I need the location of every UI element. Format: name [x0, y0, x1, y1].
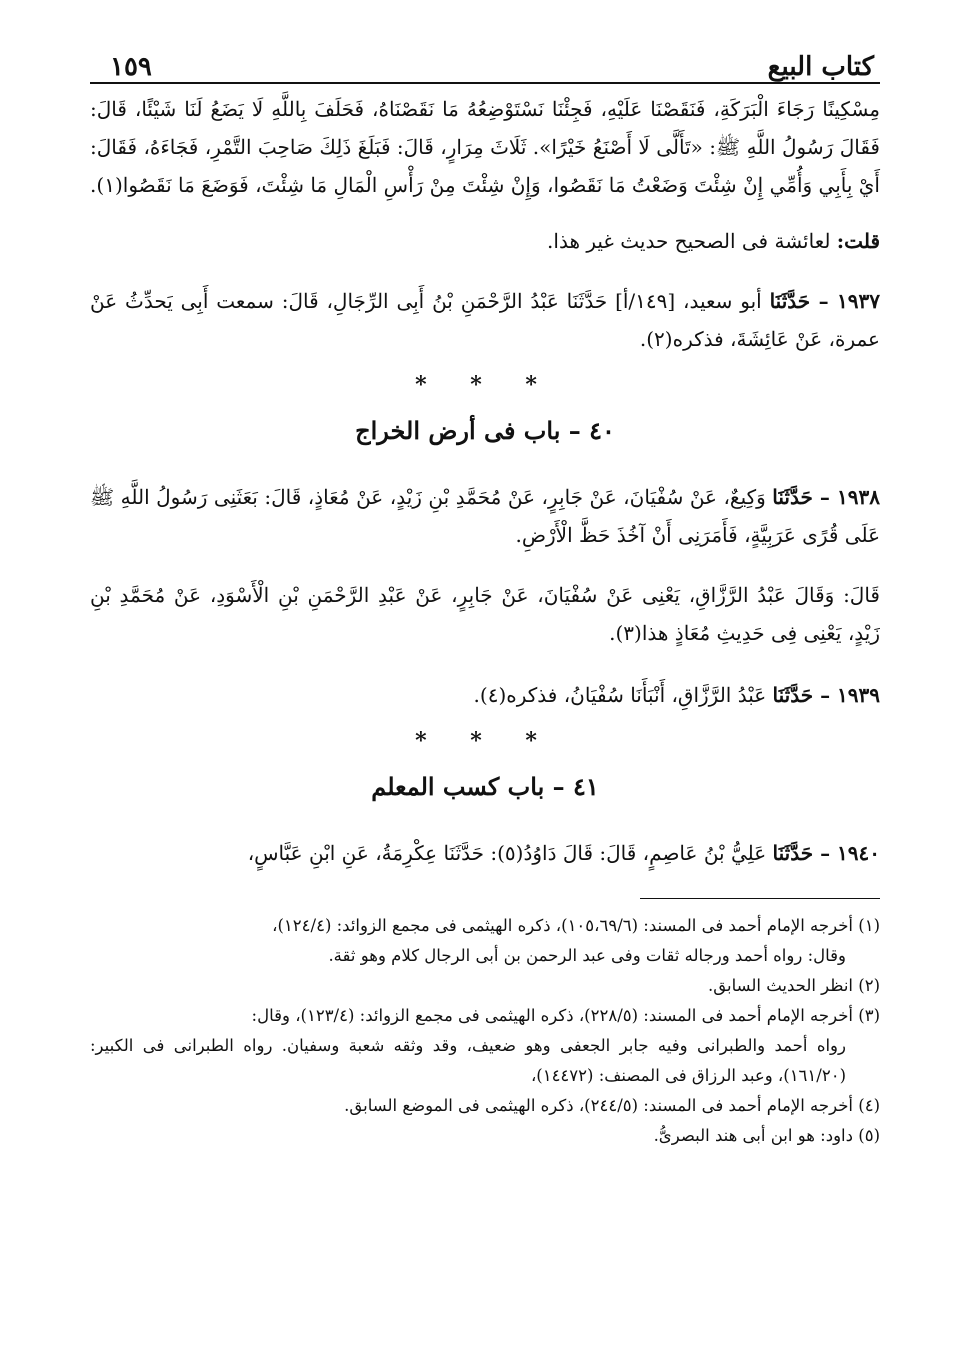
footnote-1 — [90, 911, 880, 971]
hadith-number: ١٩٤٠ – حَدَّثَنَا — [772, 841, 880, 865]
chapter-heading-40: ٤٠ – باب فى أرض الخراج — [355, 416, 615, 445]
footnote-text: أخرجه الإمام أحمد فى المسند: (١٠٥،٦٩/٦)، ذكره الهيثمى فى مجمع الزوائد: (١٢٤/٤)، — [272, 916, 853, 935]
section-separator: * * * — [415, 372, 555, 398]
footnote-text: انظر الحديث السابق. — [708, 976, 853, 995]
hadith-number: ١٩٣٩ – حَدَّثَنَا — [772, 683, 880, 707]
hadith-text: أبو سعيد، [١٤٩/أ] حَدَّثَنَا عَبْدُ الرَّحْمَنِ بْنُ أَبِى الرِّجَالِ، قَالَ: سمعت أَبِى يَحدِّثُ عَنْ عمرة، عَنْ عَائِشَةَ، فذكره(٢). — [90, 289, 880, 351]
hadith-1939 — [90, 676, 880, 714]
paragraph-isnad: قَالَ: وَقَالَ عَبْدُ الرَّزَّاقِ، يَعْنِى عَنْ سُفْيَانَ، عَنْ جَابِرٍ، عَنْ عَبْدِ الرَّحْمَنِ بْنِ الْأَسْوَدِ، عَنْ مُحَمَّدِ بْنِ زَيْدٍ، يَعْنِى فِى حَدِيثِ مُعَاذٍ هذا(٣). — [90, 583, 880, 645]
note-text: لعائشة فى الصحيح حديث غير هذا. — [547, 229, 837, 253]
footnote-divider — [640, 898, 880, 899]
footnote-3 — [90, 1001, 880, 1091]
hadith-1940 — [90, 834, 880, 872]
page-header — [90, 28, 880, 84]
footnote-text: أخرجه الإمام أحمد فى المسند: (٢٢٨/٥)، ذكره الهيثمى فى مجمع الزوائد: (١٢٣/٤)، وقال: — [251, 1006, 853, 1025]
book-page — [90, 28, 880, 1151]
paragraph-note — [90, 222, 880, 260]
footnote-5 — [90, 1121, 880, 1151]
footnote-number: (١) — [858, 916, 880, 935]
hadith-1937 — [90, 282, 880, 358]
footnote-continuation: رواه أحمد والطبرانى وفيه جابر الجعفى وهو ضعيف، وقد وثقه شعبة وسفيان. رواه الطبرانى فى الكبير: (١٦١/٢٠)، وعبد الرزاق فى المصنف: (١٤٤٧٢)، — [90, 1036, 846, 1085]
hadith-number: ١٩٣٨ – حَدَّثَنَا — [772, 485, 881, 509]
note-label: قلت: — [836, 229, 880, 253]
footnote-number: (٣) — [858, 1006, 880, 1025]
footnote-number: (٢) — [858, 976, 880, 995]
book-title: كتاب البيع — [767, 52, 874, 82]
chapter-heading-41: ٤١ – باب كسب المعلم — [371, 772, 599, 801]
page-number: ١٥٩ — [110, 52, 152, 82]
footnote-continuation: وقال: رواه أحمد ورجاله ثقات وفى عبد الرحمن بن أبى الرجال كلام وهو ثقة. — [328, 946, 846, 965]
hadith-text: عَلِيُّ بْنُ عَاصِمٍ، قَالَ: قَالَ دَاوُدُ(٥): حَدَّثَنَا عِكْرِمَةُ، عَنِ ابْنِ عَبَّاسٍ، — [247, 841, 773, 865]
footnote-number: (٤) — [858, 1096, 880, 1115]
hadith-1938 — [90, 478, 880, 554]
footnote-number: (٥) — [858, 1126, 880, 1145]
footnote-4 — [90, 1091, 880, 1121]
hadith-text: عَبْدُ الرَّزَّاقِ، أَنْبَأَنَا سُفْيَانُ، فذكره(٤). — [473, 683, 773, 707]
hadith-text: وَكِيعٌ، عَنْ سُفْيَانَ، عَنْ جَابِرٍ، عَنْ مُحَمَّدِ بْنِ زَيْدٍ، عَنْ مُعَاذٍ، قَالَ: بَعَثَنِى رَسُولُ اللَّهِ ﷺ عَلَى قُرًى عَرَبِيَّةٍ، فَأَمَرَنِى أَنْ آخُذَ حَظَّ الْأَرْضِ. — [90, 485, 880, 547]
footnote-text: أخرجه الإمام أحمد فى المسند: (٢٤٤/٥)، ذكره الهيثمى فى الموضع السابق. — [344, 1096, 853, 1115]
section-separator: * * * — [415, 728, 555, 754]
footnote-2 — [90, 971, 880, 1001]
hadith-number: ١٩٣٧ – حَدَّثَنَا — [769, 289, 880, 313]
footnotes — [90, 911, 880, 1151]
paragraph-hadith-continuation: مِسْكِينًا رَجَاءَ الْبَرَكَةِ، فَنَقَصْنَا عَلَيْهِ، فَجِئْنَا نَسْتَوْضِعُهُ مَا نَقَصْنَاهُ، فَحَلَفَ بِاللَّهِ لَا يَضَعُ لَنَا شَيْئًا، قَالَ: فَقَالَ رَسُولُ اللَّهِ ﷺ: «تَأَلَّى لَا أَصْنَعُ خَيْرًا». ثَلَاثَ مِرَارٍ، قَالَ: فَبَلَغَ ذَلِكَ صَاحِبَ التَّمْرِ، فَجَاءَهُ، فَقَالَ: أَيْ بِأَبِي وَأُمِّي إِنْ شِئْتَ وَضَعْتُ مَا نَقَصُوا، وَإِنْ شِئْتَ مِنْ رَأْسِ الْمَالِ مَا شِئْتَ، فَوَضَعَ مَا نَقَصُوا(١). — [90, 97, 880, 197]
footnote-text: داود: هو ابن أبى هند البصرىُّ. — [653, 1126, 853, 1145]
